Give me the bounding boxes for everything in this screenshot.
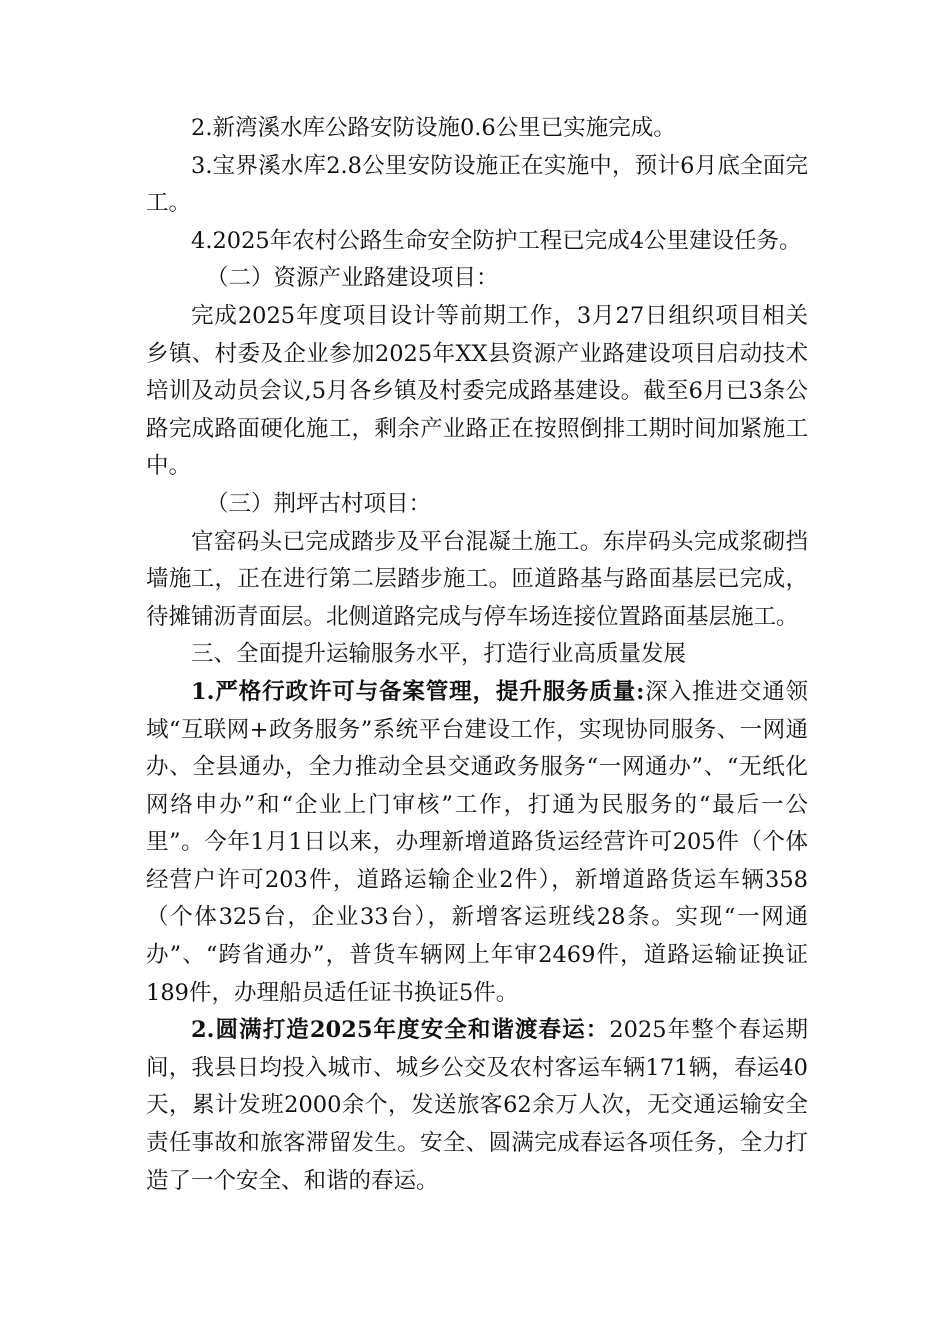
point-2-body: 2025年整个春运期间，我县日均投入城市、城乡公交及农村客运车辆171辆，春运40天，累计发班2000余个，发送旅客62余万人次，无交通运输安全责任事故和旅客滞留发生。安全、圆满完成春运各项任务，全力打造了一个安全、和谐的春运。 [146, 1017, 808, 1194]
section-2-heading: （二）资源产业路建设项目： [206, 265, 499, 292]
section-2-body: 完成2025年度项目设计等前期工作，3月27日组织项目相关乡镇、村委及企业参加2025年XX县资源产业路建设项目启动技术培训及动员会议,5月各乡镇及村委完成路基建设。截至6月已3条公路完成路面硬化施工，剩余产业路正在按照倒排工期时间加紧施工中。 [146, 302, 808, 480]
point-1-title: 1.严格行政许可与备案管理，提升服务质量: [191, 678, 645, 705]
part-3-heading: 三、全面提升运输服务水平，打造行业高质量发展 [191, 641, 687, 668]
point-1-body: 深入推进交通领域“互联网+政务服务”系统平台建设工作，实现协同服务、一网通办、全县通办，全力推动全县交通政务服务“一网通办”、“无纸化网络申办”和“企业上门审核”工作，打通为民服务的“最后一公里”。今年1月1日以来，办理新增道路货运经营许可205件（个体经营户许可203件，道路运输企业2件），新增道路货运车辆358（个体325台，企业33台），新增客运班线28条。实现“一网通办”、“跨省通办”，普货车辆网上年审2469件，道路运输证换证189件，办理船员适任证书换证5件。 [146, 678, 808, 1006]
section-3-body: 官窑码头已完成踏步及平台混凝土施工。东岸码头完成浆砌挡墙施工，正在进行第二层踏步施工。匝道路基与路面基层已完成，待摊铺沥青面层。北侧道路完成与停车场连接位置路面基层施工。 [146, 528, 808, 630]
point-2-paragraph [146, 1012, 808, 1200]
document-page [146, 110, 808, 1200]
item-4-paragraph: 4.2025年农村公路生命安全防护工程已完成4公里建设任务。 [191, 227, 802, 254]
section-3-heading: （三）荆坪古村项目： [206, 490, 432, 517]
item-2-paragraph: 2.新湾溪水库公路安防设施0.6公里已实施完成。 [191, 115, 676, 141]
item-3-paragraph: 3.宝界溪水库2.8公里安防设施正在实施中，预计6月底全面完工。 [146, 152, 808, 217]
point-1-paragraph [146, 674, 808, 1012]
point-2-title: 2.圆满打造2025年度安全和谐渡春运： [191, 1017, 610, 1044]
